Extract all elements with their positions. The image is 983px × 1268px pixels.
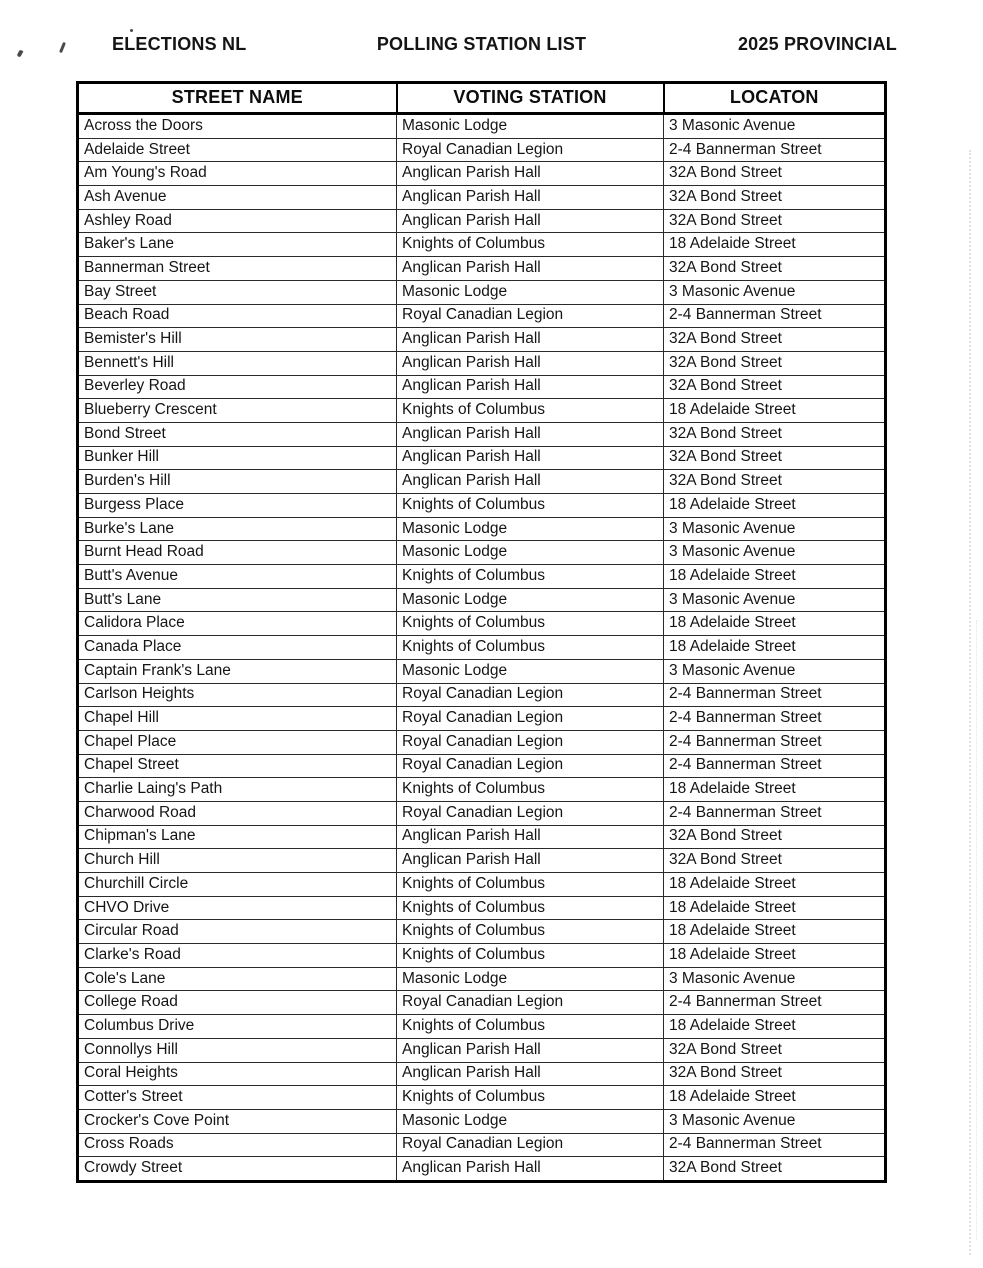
street-name-cell: Cross Roads — [78, 1133, 397, 1157]
location-cell: 32A Bond Street — [664, 351, 886, 375]
voting-station-cell: Royal Canadian Legion — [397, 801, 664, 825]
column-header-street-name: STREET NAME — [78, 83, 397, 114]
location-cell: 2-4 Bannerman Street — [664, 991, 886, 1015]
voting-station-cell: Anglican Parish Hall — [397, 470, 664, 494]
street-name-cell: Carlson Heights — [78, 683, 397, 707]
table-row — [78, 849, 886, 873]
street-name-cell: Coral Heights — [78, 1062, 397, 1086]
location-cell: 3 Masonic Avenue — [664, 280, 886, 304]
voting-station-cell: Anglican Parish Hall — [397, 1157, 664, 1182]
location-cell: 18 Adelaide Street — [664, 494, 886, 518]
voting-station-cell: Masonic Lodge — [397, 280, 664, 304]
location-cell: 32A Bond Street — [664, 446, 886, 470]
location-cell: 32A Bond Street — [664, 186, 886, 210]
table-row — [78, 588, 886, 612]
table-row — [78, 825, 886, 849]
table-row — [78, 944, 886, 968]
street-name-cell: Bay Street — [78, 280, 397, 304]
table-row — [78, 612, 886, 636]
street-name-cell: Ashley Road — [78, 209, 397, 233]
table-row — [78, 517, 886, 541]
street-name-cell: Beverley Road — [78, 375, 397, 399]
table-row — [78, 375, 886, 399]
location-cell: 3 Masonic Avenue — [664, 114, 886, 139]
scanner-edge-noise — [969, 150, 971, 1255]
table-row — [78, 707, 886, 731]
table-row — [78, 541, 886, 565]
voting-station-cell: Anglican Parish Hall — [397, 1038, 664, 1062]
voting-station-cell: Knights of Columbus — [397, 944, 664, 968]
organization-name: ELECTIONS NL — [112, 34, 247, 54]
street-name-cell: Bemister's Hill — [78, 328, 397, 352]
column-header-voting-station: VOTING STATION — [397, 83, 664, 114]
voting-station-cell: Anglican Parish Hall — [397, 351, 664, 375]
table-row — [78, 399, 886, 423]
voting-station-cell: Knights of Columbus — [397, 896, 664, 920]
street-name-cell: Columbus Drive — [78, 1015, 397, 1039]
voting-station-cell: Royal Canadian Legion — [397, 138, 664, 162]
table-row — [78, 1015, 886, 1039]
table-body — [78, 114, 886, 1182]
voting-station-cell: Masonic Lodge — [397, 1109, 664, 1133]
table-row — [78, 896, 886, 920]
voting-station-cell: Knights of Columbus — [397, 778, 664, 802]
location-cell: 18 Adelaide Street — [664, 1015, 886, 1039]
street-name-cell: Ash Avenue — [78, 186, 397, 210]
location-cell: 3 Masonic Avenue — [664, 1109, 886, 1133]
street-name-cell: Burgess Place — [78, 494, 397, 518]
table-row — [78, 209, 886, 233]
location-cell: 2-4 Bannerman Street — [664, 138, 886, 162]
voting-station-cell: Anglican Parish Hall — [397, 1062, 664, 1086]
table-row — [78, 114, 886, 139]
location-cell: 18 Adelaide Street — [664, 565, 886, 589]
column-header-location: LOCATON — [664, 83, 886, 114]
street-name-cell: Crocker's Cove Point — [78, 1109, 397, 1133]
location-cell: 18 Adelaide Street — [664, 233, 886, 257]
table-row — [78, 565, 886, 589]
voting-station-cell: Anglican Parish Hall — [397, 849, 664, 873]
street-name-cell: Baker's Lane — [78, 233, 397, 257]
location-cell: 32A Bond Street — [664, 1062, 886, 1086]
voting-station-cell: Royal Canadian Legion — [397, 991, 664, 1015]
table-row — [78, 470, 886, 494]
table-row — [78, 683, 886, 707]
location-cell: 18 Adelaide Street — [664, 399, 886, 423]
street-name-cell: Burden's Hill — [78, 470, 397, 494]
location-cell: 32A Bond Street — [664, 375, 886, 399]
document-title: POLLING STATION LIST — [376, 34, 587, 54]
voting-station-cell: Royal Canadian Legion — [397, 304, 664, 328]
street-name-cell: Churchill Circle — [78, 873, 397, 897]
table-row — [78, 801, 886, 825]
street-name-cell: Burke's Lane — [78, 517, 397, 541]
table-row — [78, 186, 886, 210]
table-row — [78, 257, 886, 281]
location-cell: 2-4 Bannerman Street — [664, 730, 886, 754]
street-name-cell: College Road — [78, 991, 397, 1015]
table-row — [78, 920, 886, 944]
street-name-cell: Circular Road — [78, 920, 397, 944]
table-row — [78, 991, 886, 1015]
voting-station-cell: Royal Canadian Legion — [397, 683, 664, 707]
election-edition: 2025 PROVINCIAL — [737, 34, 897, 54]
street-name-cell: Crowdy Street — [78, 1157, 397, 1182]
location-cell: 32A Bond Street — [664, 470, 886, 494]
voting-station-cell: Knights of Columbus — [397, 233, 664, 257]
location-cell: 2-4 Bannerman Street — [664, 683, 886, 707]
location-cell: 2-4 Bannerman Street — [664, 801, 886, 825]
voting-station-cell: Knights of Columbus — [397, 1015, 664, 1039]
voting-station-cell: Royal Canadian Legion — [397, 754, 664, 778]
location-cell: 32A Bond Street — [664, 849, 886, 873]
table-row — [78, 967, 886, 991]
location-cell: 2-4 Bannerman Street — [664, 1133, 886, 1157]
voting-station-cell: Masonic Lodge — [397, 517, 664, 541]
location-cell: 32A Bond Street — [664, 209, 886, 233]
street-name-cell: Across the Doors — [78, 114, 397, 139]
table-row — [78, 1133, 886, 1157]
location-cell: 32A Bond Street — [664, 422, 886, 446]
street-name-cell: Butt's Lane — [78, 588, 397, 612]
street-name-cell: Church Hill — [78, 849, 397, 873]
location-cell: 32A Bond Street — [664, 328, 886, 352]
voting-station-cell: Masonic Lodge — [397, 114, 664, 139]
street-name-cell: Chapel Street — [78, 754, 397, 778]
voting-station-cell: Masonic Lodge — [397, 588, 664, 612]
location-cell: 3 Masonic Avenue — [664, 517, 886, 541]
voting-station-cell: Anglican Parish Hall — [397, 162, 664, 186]
polling-station-table — [76, 81, 887, 1183]
table-row — [78, 304, 886, 328]
table-row — [78, 422, 886, 446]
table-row — [78, 446, 886, 470]
table-row — [78, 138, 886, 162]
voting-station-cell: Anglican Parish Hall — [397, 446, 664, 470]
voting-station-cell: Knights of Columbus — [397, 612, 664, 636]
voting-station-cell: Anglican Parish Hall — [397, 328, 664, 352]
street-name-cell: Bannerman Street — [78, 257, 397, 281]
table-row — [78, 1157, 886, 1182]
street-name-cell: Chipman's Lane — [78, 825, 397, 849]
voting-station-cell: Anglican Parish Hall — [397, 375, 664, 399]
location-cell: 32A Bond Street — [664, 162, 886, 186]
street-name-cell: Chapel Hill — [78, 707, 397, 731]
location-cell: 18 Adelaide Street — [664, 1086, 886, 1110]
document-header — [0, 32, 983, 58]
table-row — [78, 730, 886, 754]
voting-station-cell: Royal Canadian Legion — [397, 707, 664, 731]
location-cell: 18 Adelaide Street — [664, 778, 886, 802]
street-name-cell: Beach Road — [78, 304, 397, 328]
voting-station-cell: Masonic Lodge — [397, 967, 664, 991]
location-cell: 3 Masonic Avenue — [664, 541, 886, 565]
location-cell: 2-4 Bannerman Street — [664, 754, 886, 778]
table-header-row — [78, 83, 886, 114]
table-row — [78, 636, 886, 660]
scanner-edge-noise — [976, 620, 977, 1240]
table-row — [78, 280, 886, 304]
street-name-cell: Connollys Hill — [78, 1038, 397, 1062]
street-name-cell: Bunker Hill — [78, 446, 397, 470]
street-name-cell: Am Young's Road — [78, 162, 397, 186]
voting-station-cell: Anglican Parish Hall — [397, 422, 664, 446]
table-row — [78, 659, 886, 683]
table-row — [78, 351, 886, 375]
voting-station-cell: Masonic Lodge — [397, 541, 664, 565]
voting-station-cell: Anglican Parish Hall — [397, 209, 664, 233]
voting-station-cell: Knights of Columbus — [397, 873, 664, 897]
location-cell: 32A Bond Street — [664, 1038, 886, 1062]
voting-station-cell: Knights of Columbus — [397, 565, 664, 589]
voting-station-cell: Royal Canadian Legion — [397, 1133, 664, 1157]
table-row — [78, 1109, 886, 1133]
street-name-cell: Charlie Laing's Path — [78, 778, 397, 802]
street-name-cell: Canada Place — [78, 636, 397, 660]
table-row — [78, 162, 886, 186]
street-name-cell: Clarke's Road — [78, 944, 397, 968]
voting-station-cell: Anglican Parish Hall — [397, 186, 664, 210]
location-cell: 3 Masonic Avenue — [664, 659, 886, 683]
voting-station-cell: Anglican Parish Hall — [397, 825, 664, 849]
table-row — [78, 873, 886, 897]
table-header — [78, 83, 886, 114]
voting-station-cell: Knights of Columbus — [397, 494, 664, 518]
street-name-cell: CHVO Drive — [78, 896, 397, 920]
location-cell: 32A Bond Street — [664, 1157, 886, 1182]
location-cell: 3 Masonic Avenue — [664, 588, 886, 612]
street-name-cell: Adelaide Street — [78, 138, 397, 162]
street-name-cell: Cotter's Street — [78, 1086, 397, 1110]
location-cell: 2-4 Bannerman Street — [664, 707, 886, 731]
location-cell: 32A Bond Street — [664, 825, 886, 849]
voting-station-cell: Knights of Columbus — [397, 636, 664, 660]
voting-station-cell: Knights of Columbus — [397, 920, 664, 944]
street-name-cell: Bennett's Hill — [78, 351, 397, 375]
location-cell: 18 Adelaide Street — [664, 636, 886, 660]
location-cell: 18 Adelaide Street — [664, 873, 886, 897]
street-name-cell: Captain Frank's Lane — [78, 659, 397, 683]
location-cell: 32A Bond Street — [664, 257, 886, 281]
street-name-cell: Calidora Place — [78, 612, 397, 636]
table-row — [78, 328, 886, 352]
voting-station-cell: Masonic Lodge — [397, 659, 664, 683]
location-cell: 2-4 Bannerman Street — [664, 304, 886, 328]
street-name-cell: Chapel Place — [78, 730, 397, 754]
table-row — [78, 1038, 886, 1062]
location-cell: 18 Adelaide Street — [664, 920, 886, 944]
street-name-cell: Blueberry Crescent — [78, 399, 397, 423]
table-row — [78, 778, 886, 802]
voting-station-cell: Knights of Columbus — [397, 1086, 664, 1110]
location-cell: 18 Adelaide Street — [664, 612, 886, 636]
location-cell: 18 Adelaide Street — [664, 896, 886, 920]
street-name-cell: Charwood Road — [78, 801, 397, 825]
table-row — [78, 754, 886, 778]
table-row — [78, 494, 886, 518]
street-name-cell: Butt's Avenue — [78, 565, 397, 589]
voting-station-cell: Anglican Parish Hall — [397, 257, 664, 281]
street-name-cell: Burnt Head Road — [78, 541, 397, 565]
street-name-cell: Bond Street — [78, 422, 397, 446]
table-row — [78, 233, 886, 257]
location-cell: 18 Adelaide Street — [664, 944, 886, 968]
street-name-cell: Cole's Lane — [78, 967, 397, 991]
voting-station-cell: Knights of Columbus — [397, 399, 664, 423]
voting-station-cell: Royal Canadian Legion — [397, 730, 664, 754]
location-cell: 3 Masonic Avenue — [664, 967, 886, 991]
table-row — [78, 1086, 886, 1110]
table-row — [78, 1062, 886, 1086]
